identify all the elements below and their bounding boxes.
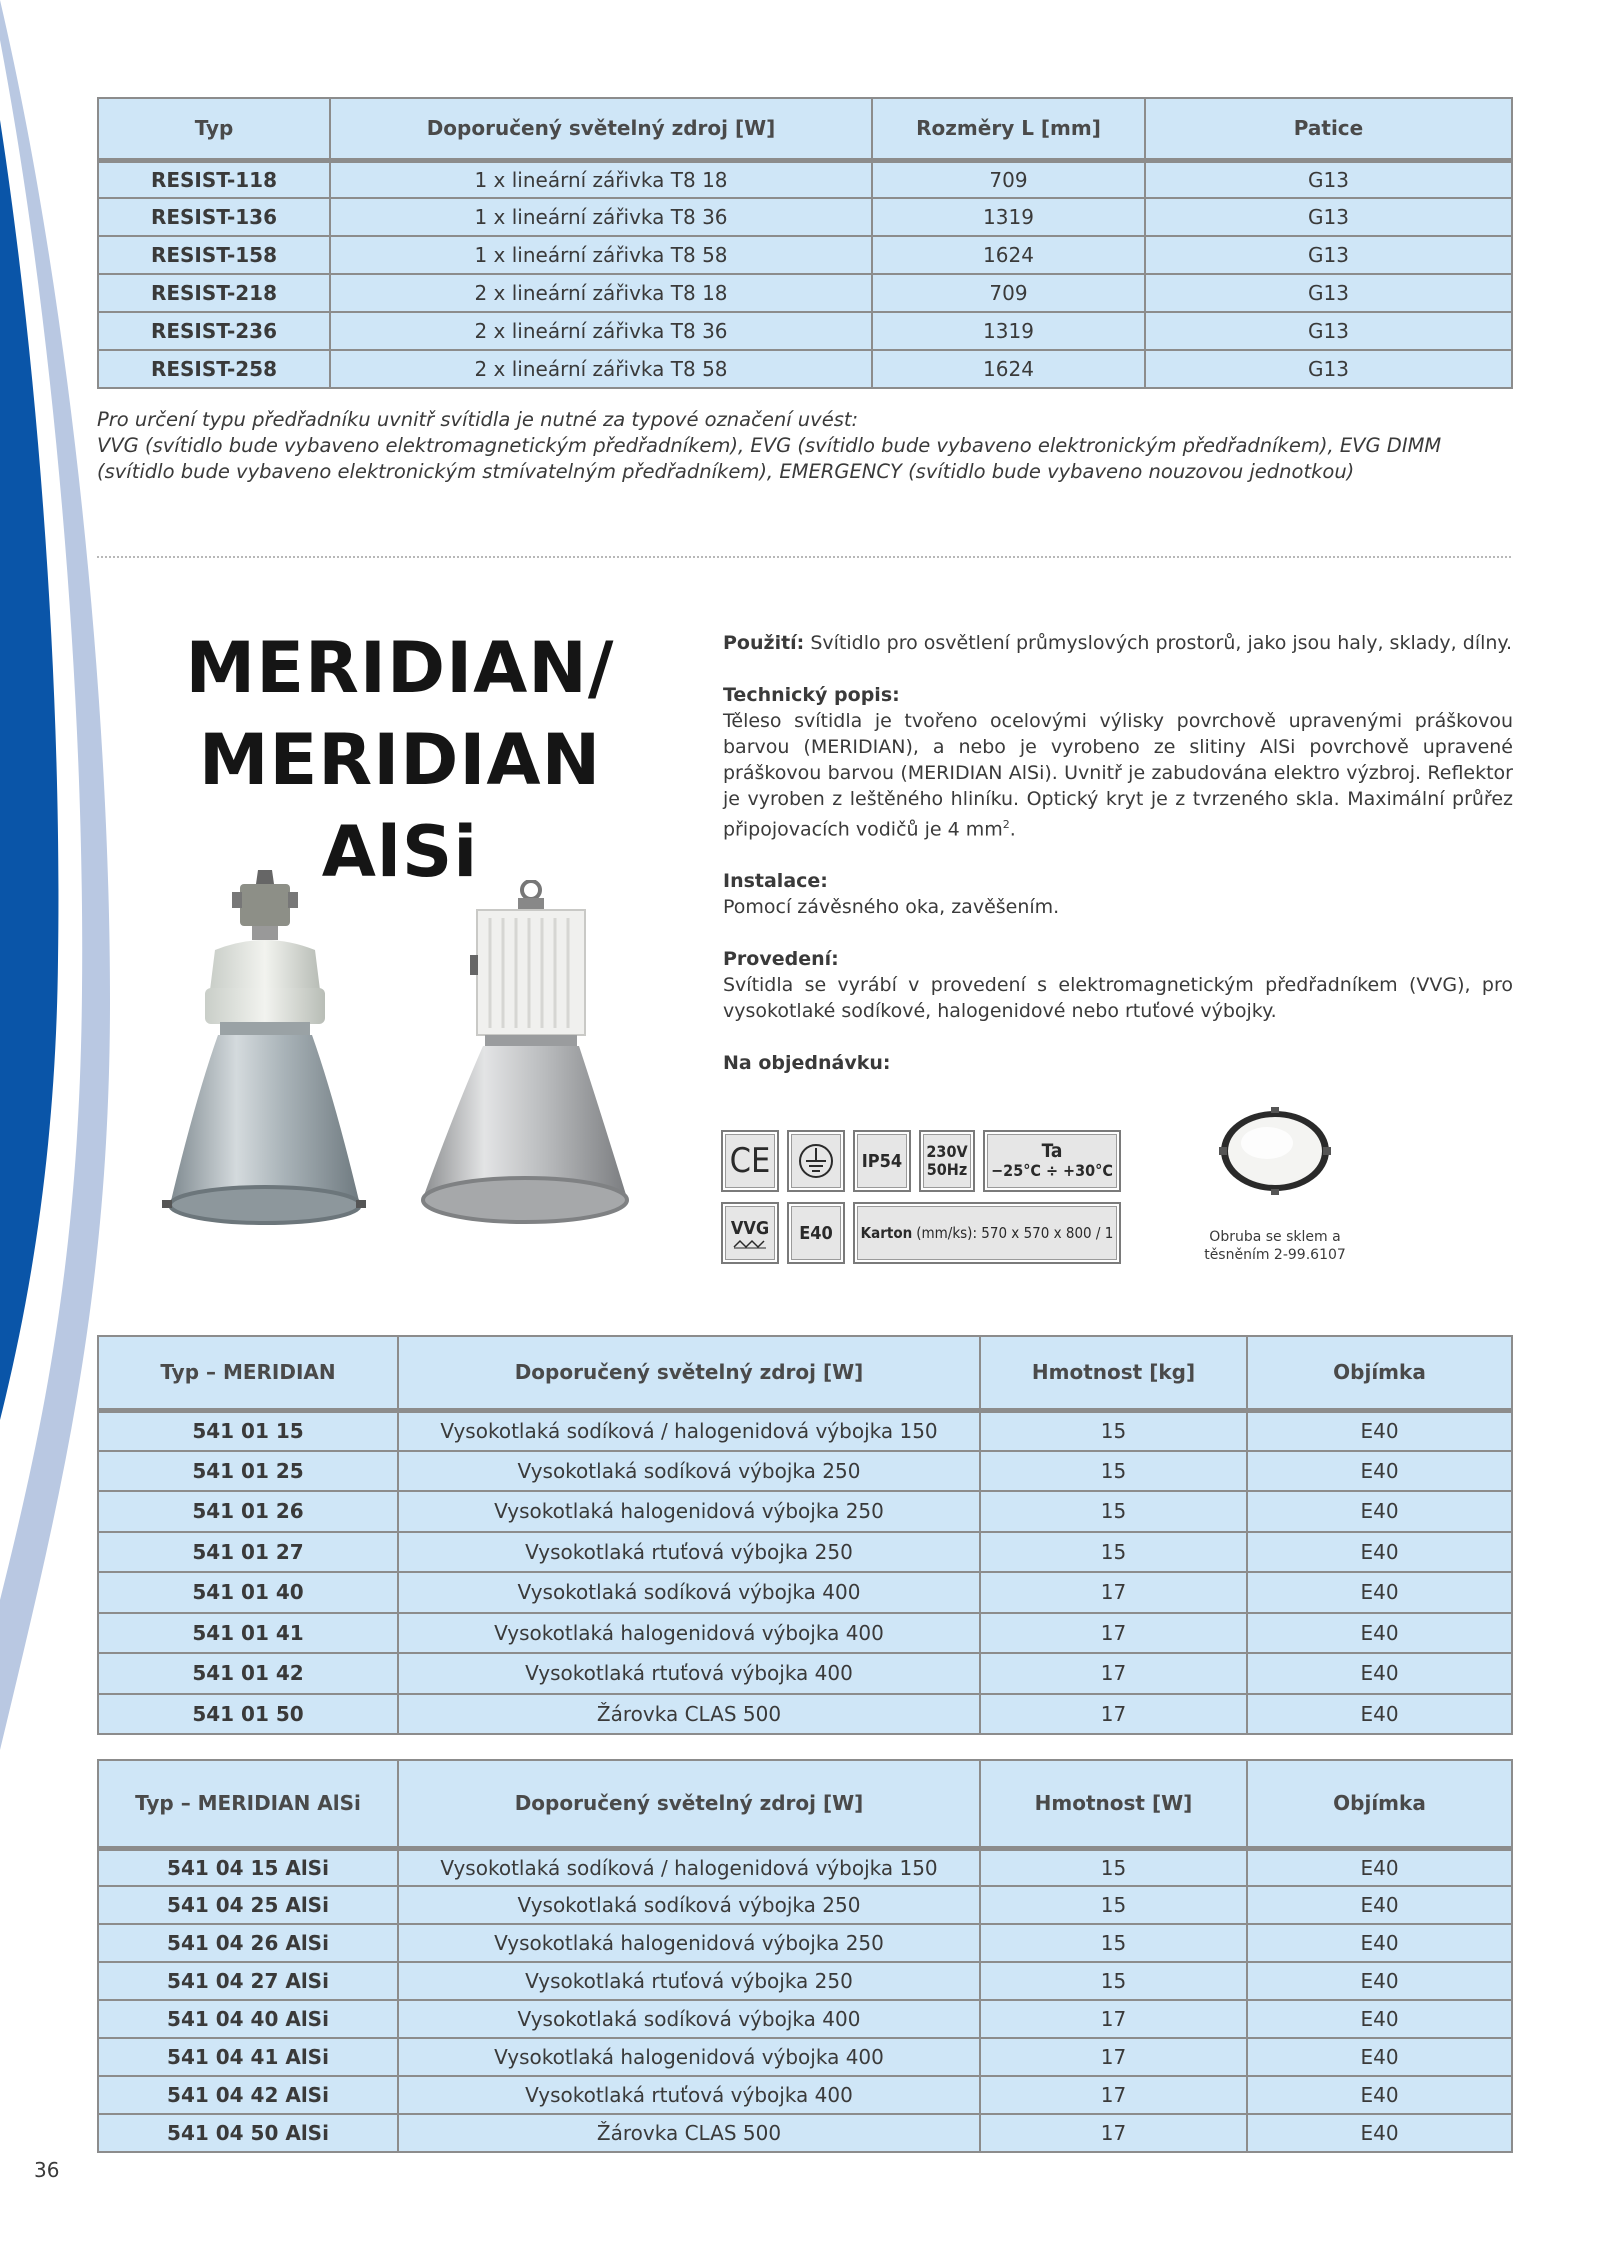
order-label: Na objednávku: xyxy=(723,1052,891,1075)
table-cell: E40 xyxy=(1247,1653,1512,1694)
table-cell: Vysokotlaká halogenidová výbojka 400 xyxy=(398,2038,980,2076)
header-type: Typ xyxy=(98,98,330,160)
use-text: Svítidlo pro osvětlení průmyslových prostorů, jako jsou haly, sklady, dílny. xyxy=(810,632,1512,654)
version-text: Svítidla se vyrábí v provedení s elektromagnetickým předřadníkem (VVG), pro vysokotlaké sodíkové, halogenidové nebo rtuťové výbojky. xyxy=(723,974,1513,1023)
table-cell: G13 xyxy=(1145,198,1512,236)
note-line-1: Pro určení typu předřadníku uvnitř svítidla je nutné za typové označení uvést: xyxy=(97,408,859,431)
table-cell: Vysokotlaká rtuťová výbojka 400 xyxy=(398,2076,980,2114)
type-code-cell: RESIST-158 xyxy=(98,236,330,274)
table-row xyxy=(98,1924,1512,1962)
table-header-row xyxy=(98,1336,1512,1410)
table-cell: G13 xyxy=(1145,236,1512,274)
table-cell: Vysokotlaká sodíková výbojka 250 xyxy=(398,1451,980,1492)
table-cell: 15 xyxy=(980,1491,1247,1532)
ballast-wave-icon xyxy=(732,1239,768,1249)
table-row xyxy=(98,1532,1512,1573)
table-cell: 1624 xyxy=(872,350,1145,388)
table-cell: Vysokotlaká sodíková / halogenidová výbojka 150 xyxy=(398,1410,980,1451)
table-cell: 17 xyxy=(980,1653,1247,1694)
order-block xyxy=(723,1050,1513,1076)
table-cell: E40 xyxy=(1247,1451,1512,1492)
table-cell: 1 x lineární zářivka T8 18 xyxy=(330,160,872,198)
table-cell: Vysokotlaká sodíková výbojka 400 xyxy=(398,2000,980,2038)
table-cell: E40 xyxy=(1247,2000,1512,2038)
ground-icon xyxy=(787,1130,845,1192)
type-code-cell: 541 01 40 xyxy=(98,1572,398,1613)
table-cell: 17 xyxy=(980,2076,1247,2114)
install-label: Instalace: xyxy=(723,870,828,893)
table-header-row xyxy=(98,98,1512,160)
type-code-cell: RESIST-118 xyxy=(98,160,330,198)
tech-end: . xyxy=(1009,818,1016,841)
caption-line-1: Obruba se sklem a xyxy=(1209,1229,1341,1245)
table-cell: E40 xyxy=(1247,1962,1512,2000)
table-cell: E40 xyxy=(1247,1924,1512,1962)
table-cell: 17 xyxy=(980,1613,1247,1654)
table-row xyxy=(98,2038,1512,2076)
table-cell: E40 xyxy=(1247,1848,1512,1886)
product-description xyxy=(723,630,1513,1102)
table-cell: 17 xyxy=(980,2038,1247,2076)
table-cell: E40 xyxy=(1247,2114,1512,2152)
type-code-cell: 541 01 50 xyxy=(98,1694,398,1735)
table-row xyxy=(98,2000,1512,2038)
header-light-source: Doporučený světelný zdroj [W] xyxy=(398,1336,980,1410)
karton-badge xyxy=(853,1202,1121,1264)
header-weight: Hmotnost [kg] xyxy=(980,1336,1247,1410)
vvg-text: VVG xyxy=(730,1217,770,1239)
glass-ring-accessory-image xyxy=(1215,1105,1335,1200)
socket-text: E40 xyxy=(799,1222,833,1244)
table-cell: 17 xyxy=(980,1694,1247,1735)
table-row xyxy=(98,198,1512,236)
type-code-cell: 541 01 15 xyxy=(98,1410,398,1451)
table-row xyxy=(98,1694,1512,1735)
install-block xyxy=(723,868,1513,920)
title-line-1: MERIDIAN/ xyxy=(185,627,615,709)
type-code-cell: 541 04 26 AlSi xyxy=(98,1924,398,1962)
note-line-2: VVG (svítidlo bude vybaveno elektromagnetickým předřadníkem), EVG (svítidlo bude vybaveno elektronickým předřadníkem), EVG DIMM (svítidlo bude vybaveno elektronickým stmívatelným předřadníkem), EMERGENCY (svítidlo bude vybaveno nouzovou jednotkou) xyxy=(97,434,1442,483)
table-cell: Vysokotlaká halogenidová výbojka 400 xyxy=(398,1613,980,1654)
table-cell: 15 xyxy=(980,1410,1247,1451)
table-row xyxy=(98,160,1512,198)
meridian-table xyxy=(97,1335,1513,1735)
table-cell: 1 x lineární zářivka T8 58 xyxy=(330,236,872,274)
table-cell: E40 xyxy=(1247,1886,1512,1924)
table-row xyxy=(98,1572,1512,1613)
install-text: Pomocí závěsného oka, zavěšením. xyxy=(723,896,1060,919)
table-cell: G13 xyxy=(1145,312,1512,350)
type-code-cell: 541 04 41 AlSi xyxy=(98,2038,398,2076)
version-block xyxy=(723,946,1513,1024)
table-cell: 2 x lineární zářivka T8 18 xyxy=(330,274,872,312)
ground-symbol-icon xyxy=(797,1141,835,1181)
ambient-temp-badge xyxy=(983,1130,1121,1192)
tech-text: Těleso svítidla je tvořeno ocelovými výlisky povrchově upravenými práškovou barvou (MERIDIAN), a nebo je vyrobeno ze slitiny AlSi povrchově upravené práškovou barvou (MERIDIAN AlSi). Uvnitř je zabudována elektro výzbroj. Reflektor je vyroben z leštěného hliníku. Optický kryt je z tvrzeného skla. Maximální průřez připojovacích vodičů je 4 mm xyxy=(723,710,1513,841)
type-code-cell: 541 04 42 AlSi xyxy=(98,2076,398,2114)
type-code-cell: 541 04 25 AlSi xyxy=(98,1886,398,1924)
table-row xyxy=(98,350,1512,388)
version-label: Provedení: xyxy=(723,948,839,971)
table-cell: 15 xyxy=(980,1848,1247,1886)
meridian-alsi-table xyxy=(97,1759,1513,2153)
type-code-cell: 541 01 27 xyxy=(98,1532,398,1573)
table-cell: Vysokotlaká rtuťová výbojka 400 xyxy=(398,1653,980,1694)
table-cell: 709 xyxy=(872,274,1145,312)
table-body xyxy=(98,1410,1512,1734)
header-type: Typ – MERIDIAN xyxy=(98,1336,398,1410)
ip-text: IP54 xyxy=(861,1150,903,1172)
table-cell: Vysokotlaká halogenidová výbojka 250 xyxy=(398,1491,980,1532)
table-cell: Žárovka CLAS 500 xyxy=(398,1694,980,1735)
table-row xyxy=(98,312,1512,350)
certification-badges xyxy=(721,1130,1121,1266)
table-body xyxy=(98,160,1512,388)
table-cell: E40 xyxy=(1247,1532,1512,1573)
table-cell: G13 xyxy=(1145,160,1512,198)
table-cell: 1 x lineární zářivka T8 36 xyxy=(330,198,872,236)
table-row xyxy=(98,1886,1512,1924)
table-row xyxy=(98,1962,1512,2000)
table-cell: E40 xyxy=(1247,2038,1512,2076)
type-code-cell: 541 01 42 xyxy=(98,1653,398,1694)
use-label: Použití: xyxy=(723,632,805,654)
table-row xyxy=(98,2114,1512,2152)
table-cell: 1319 xyxy=(872,198,1145,236)
header-socket: Objímka xyxy=(1247,1336,1512,1410)
table-cell: Vysokotlaká rtuťová výbojka 250 xyxy=(398,1962,980,2000)
table-row xyxy=(98,1451,1512,1492)
table-cell: 15 xyxy=(980,1886,1247,1924)
ta-label: Ta xyxy=(1041,1140,1063,1162)
product-title xyxy=(120,622,680,898)
table-cell: E40 xyxy=(1247,1410,1512,1451)
frequency-text: 50Hz xyxy=(926,1160,968,1179)
header-socket: Objímka xyxy=(1247,1760,1512,1848)
table-body xyxy=(98,1848,1512,2152)
voltage-text: 230V xyxy=(926,1142,968,1161)
page-number: 36 xyxy=(34,2158,60,2182)
table-cell: 17 xyxy=(980,2000,1247,2038)
table-cell: G13 xyxy=(1145,274,1512,312)
table-cell: E40 xyxy=(1247,1613,1512,1654)
table-cell: E40 xyxy=(1247,1694,1512,1735)
voltage-badge xyxy=(919,1130,975,1192)
table-cell: 15 xyxy=(980,1924,1247,1962)
section-divider xyxy=(97,556,1511,558)
table-cell: Vysokotlaká sodíková výbojka 250 xyxy=(398,1886,980,1924)
type-code-cell: RESIST-218 xyxy=(98,274,330,312)
title-line-2: MERIDIAN AlSi xyxy=(198,719,602,893)
socket-badge xyxy=(787,1202,845,1264)
meridian-lamp-image xyxy=(160,870,370,1250)
type-code-cell: RESIST-236 xyxy=(98,312,330,350)
ta-range: −25°C ÷ +30°C xyxy=(991,1161,1113,1180)
tech-label: Technický popis: xyxy=(723,684,900,706)
ip-rating-badge xyxy=(853,1130,911,1192)
use-block xyxy=(723,630,1513,656)
header-base: Patice xyxy=(1145,98,1512,160)
table-header-row xyxy=(98,1760,1512,1848)
table-cell: 15 xyxy=(980,1532,1247,1573)
resist-spec-table xyxy=(97,97,1513,389)
type-code-cell: 541 04 40 AlSi xyxy=(98,2000,398,2038)
table-cell: 17 xyxy=(980,2114,1247,2152)
table-row xyxy=(98,274,1512,312)
accessory-caption xyxy=(1170,1228,1380,1264)
table-cell: 1624 xyxy=(872,236,1145,274)
vvg-badge xyxy=(721,1202,779,1264)
table-cell: G13 xyxy=(1145,350,1512,388)
table-row xyxy=(98,1491,1512,1532)
ce-text: CE xyxy=(729,1141,771,1181)
table-cell: 709 xyxy=(872,160,1145,198)
header-type: Typ – MERIDIAN AlSi xyxy=(98,1760,398,1848)
meridian-alsi-lamp-image xyxy=(415,880,635,1250)
table-cell: 1319 xyxy=(872,312,1145,350)
table-row xyxy=(98,1653,1512,1694)
table-cell: 15 xyxy=(980,1451,1247,1492)
type-code-cell: 541 01 25 xyxy=(98,1451,398,1492)
caption-line-2: těsněním 2-99.6107 xyxy=(1204,1247,1346,1263)
header-light-source: Doporučený světelný zdroj [W] xyxy=(398,1760,980,1848)
header-light-source: Doporučený světelný zdroj [W] xyxy=(330,98,872,160)
table-cell: Vysokotlaká halogenidová výbojka 250 xyxy=(398,1924,980,1962)
table-cell: Žárovka CLAS 500 xyxy=(398,2114,980,2152)
table-row xyxy=(98,2076,1512,2114)
tech-block xyxy=(723,682,1513,842)
table-cell: E40 xyxy=(1247,1572,1512,1613)
type-code-cell: 541 01 41 xyxy=(98,1613,398,1654)
table-row xyxy=(98,1848,1512,1886)
type-code-cell: 541 04 15 AlSi xyxy=(98,1848,398,1886)
table-row xyxy=(98,1613,1512,1654)
karton-label: Karton xyxy=(860,1224,913,1242)
table-cell: E40 xyxy=(1247,1491,1512,1532)
type-code-cell: 541 04 27 AlSi xyxy=(98,1962,398,2000)
table-cell: Vysokotlaká rtuťová výbojka 250 xyxy=(398,1532,980,1573)
tech-sup: 2 xyxy=(1002,818,1010,831)
ballast-note xyxy=(97,407,1517,485)
header-weight: Hmotnost [W] xyxy=(980,1760,1247,1848)
type-code-cell: RESIST-136 xyxy=(98,198,330,236)
table-cell: Vysokotlaká sodíková výbojka 400 xyxy=(398,1572,980,1613)
table-cell: 2 x lineární zářivka T8 36 xyxy=(330,312,872,350)
header-dimensions: Rozměry L [mm] xyxy=(872,98,1145,160)
table-cell: Vysokotlaká sodíková / halogenidová výbojka 150 xyxy=(398,1848,980,1886)
table-cell: 15 xyxy=(980,1962,1247,2000)
table-cell: 17 xyxy=(980,1572,1247,1613)
type-code-cell: 541 01 26 xyxy=(98,1491,398,1532)
type-code-cell: 541 04 50 AlSi xyxy=(98,2114,398,2152)
table-row xyxy=(98,236,1512,274)
table-cell: E40 xyxy=(1247,2076,1512,2114)
table-cell: 2 x lineární zářivka T8 58 xyxy=(330,350,872,388)
ce-mark-icon xyxy=(721,1130,779,1192)
table-row xyxy=(98,1410,1512,1451)
type-code-cell: RESIST-258 xyxy=(98,350,330,388)
karton-text: (mm/ks): 570 x 570 x 800 / 1 xyxy=(916,1224,1114,1242)
